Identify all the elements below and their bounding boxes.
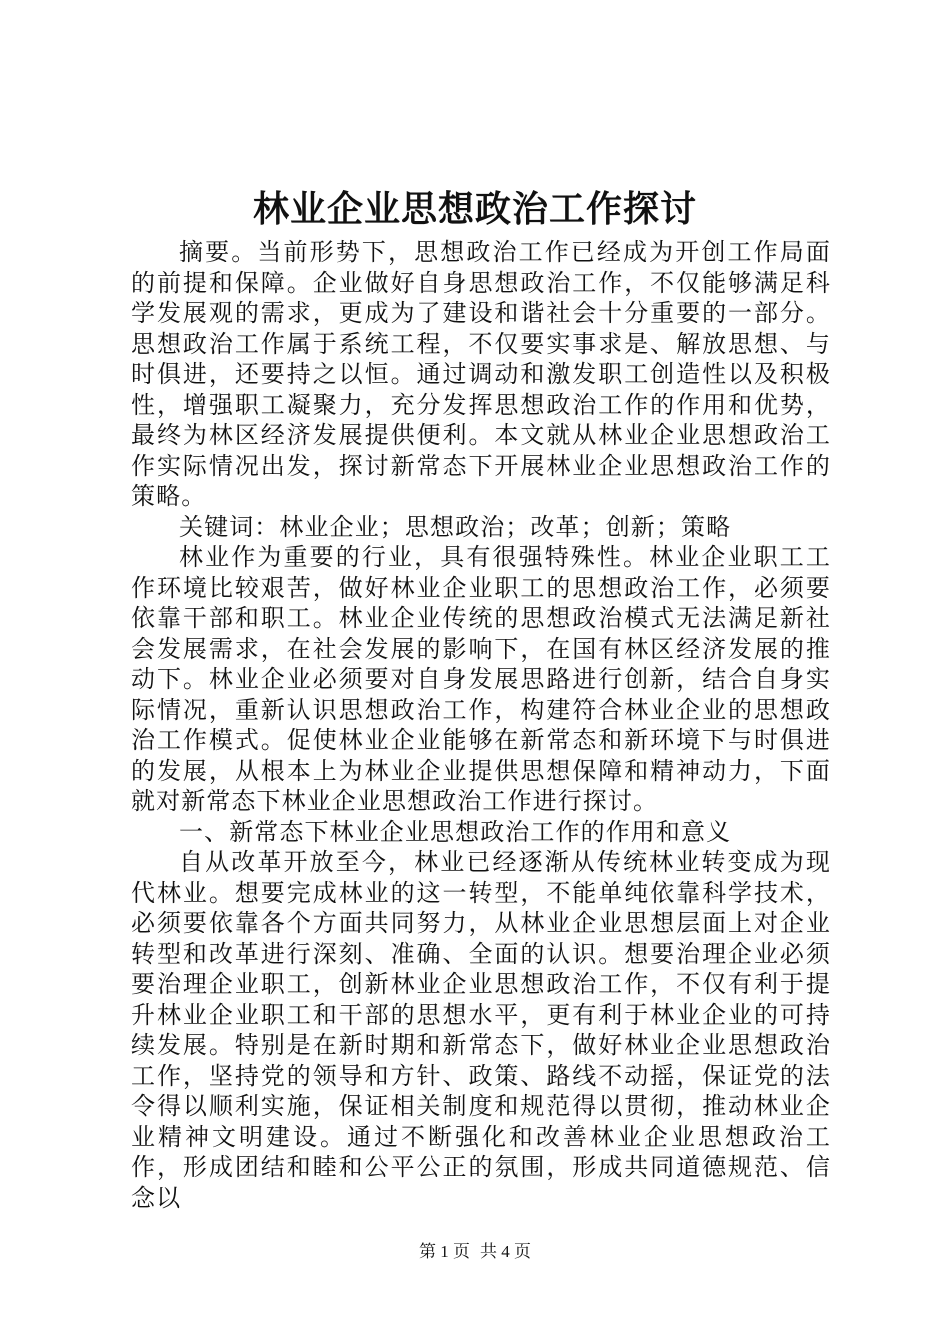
intro-paragraph: 林业作为重要的行业，具有很强特殊性。林业企业职工工作环境比较艰苦，做好林业企业职工的思想政治工作，必须要依靠干部和职工。林业企业传统的思想政治模式无法满足新社会发展需求，在社会发展的影响下，在国有林区经济发展的推动下。林业企业必须要对自身发展思路进行创新，结合自身实际情况，重新认识思想政治工作，构建符合林业企业的思想政治工作模式。促使林业企业能够在新常态和新环境下与时俱进的发展，从根本上为林业企业提供思想保障和精神动力，下面就对新常态下林业企业思想政治工作进行探讨。 xyxy=(131,543,831,815)
document-body xyxy=(131,237,831,1213)
section-paragraph: 自从改革开放至今，林业已经逐渐从传统林业转变成为现代林业。想要完成林业的这一转型，不能单纯依靠科学技术，必须要依靠各个方面共同努力，从林业企业思想层面上对企业转型和改革进行深刻、准确、全面的认识。想要治理企业必须要治理企业职工，创新林业企业思想政治工作，不仅有利于提升林业企业职工和干部的思想水平，更有利于林业企业的可持续发展。特别是在新时期和新常态下，做好林业企业思想政治工作，坚持党的领导和方针、政策、路线不动摇，保证党的法令得以顺利实施，保证相关制度和规范得以贯彻，推动林业企业精神文明建设。通过不断强化和改善林业企业思想政治工作，形成团结和睦和公平公正的氛围，形成共同道德规范、信念以 xyxy=(131,848,831,1212)
abstract-paragraph: 摘要。当前形势下，思想政治工作已经成为开创工作局面的前提和保障。企业做好自身思想政治工作，不仅能够满足科学发展观的需求，更成为了建设和谐社会十分重要的一部分。思想政治工作属于系统工程，不仅要实事求是、解放思想、与时俱进，还要持之以恒。通过调动和激发职工创造性以及积极性，增强职工凝聚力，充分发挥思想政治工作的作用和优势，最终为林区经济发展提供便利。本文就从林业企业思想政治工作实际情况出发，探讨新常态下开展林业企业思想政治工作的策略。 xyxy=(131,238,831,510)
keywords-paragraph: 关键词：林业企业；思想政治；改革；创新；策略 xyxy=(179,512,732,541)
section-heading: 一、新常态下林业企业思想政治工作的作用和意义 xyxy=(179,817,732,846)
document-title: 林业企业思想政治工作探讨 xyxy=(252,188,697,230)
page-number: 第 1 页 xyxy=(419,1242,470,1261)
total-pages: 共 4 页 xyxy=(480,1242,531,1261)
page-footer xyxy=(0,1241,950,1263)
